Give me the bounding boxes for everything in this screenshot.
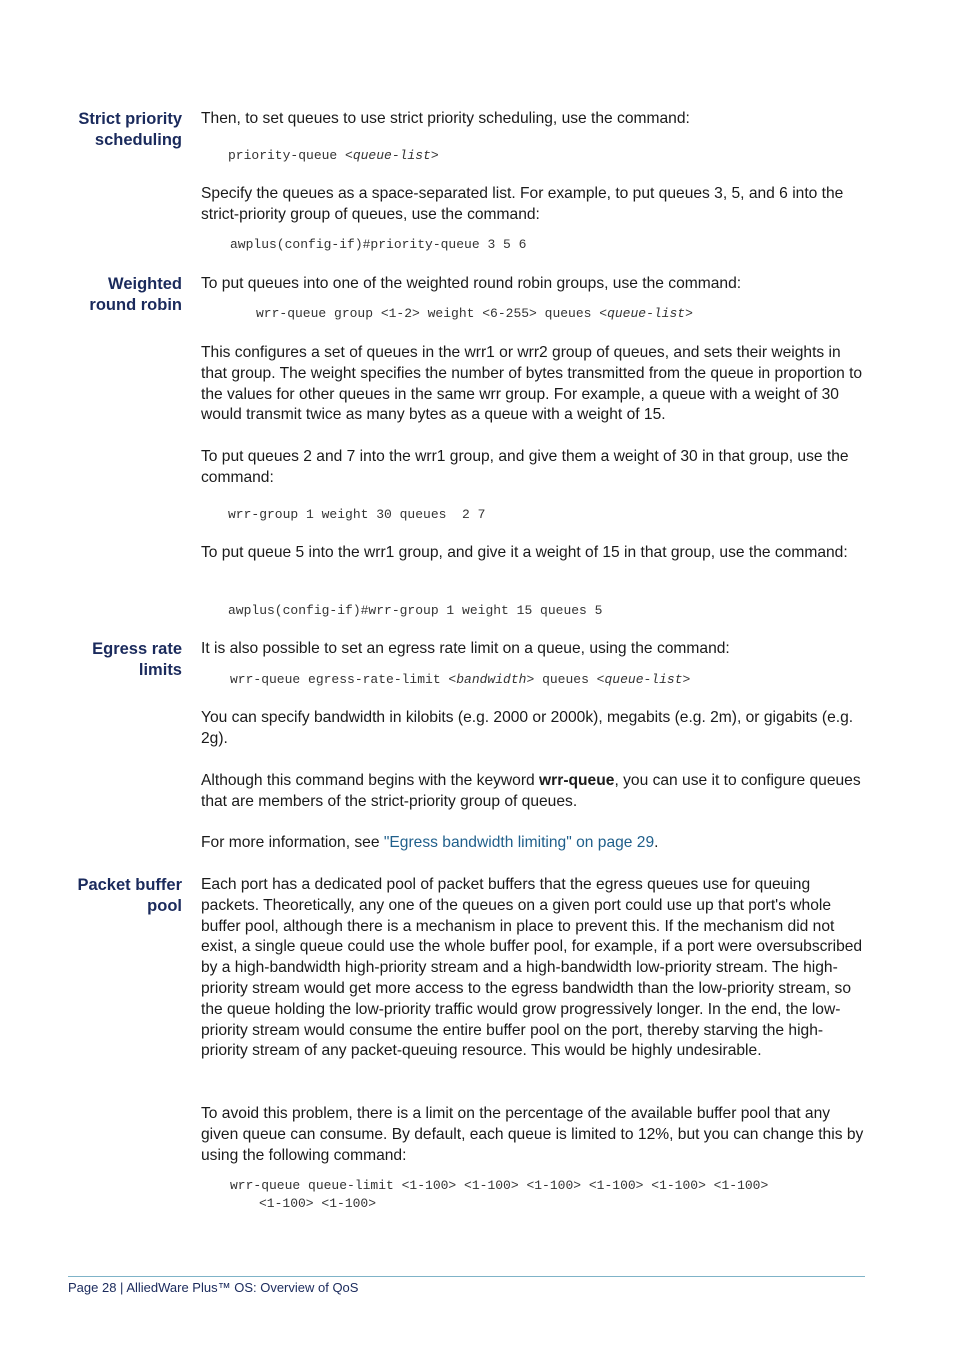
code-text: > <box>682 672 691 687</box>
code-block <box>230 671 690 689</box>
paragraph <box>201 833 866 854</box>
code-param: queue-list <box>604 672 683 687</box>
heading-line: scheduling <box>94 131 182 149</box>
page-footer: Page 28 | AlliedWare Plus™ OS: Overview of QoS <box>68 1280 359 1295</box>
code-param: bandwidth <box>456 672 527 687</box>
paragraph: Each port has a dedicated pool of packet buffers that the egress queues use for queuing packets. Theoretically, any one of the queues on a given port could use up that port's whole buffer pool, although there is a mechanism in place to prevent this. If the mechanism did not exist, a single queue could use the whole buffer pool, for example, if a port were oversubscribed by a high-bandwidth high-priority stream and a high-bandwidth low-priority stream. The high-priority stream would get more access to the egress bandwidth than the low-priority stream, so the queue holding the low-priority traffic would grow progressively longer. In the end, the low-priority stream would consume the entire buffer pool on the port, thereby starving the high-priority stream of any packet-queuing resource. This would be highly undesirable. <box>201 876 863 1060</box>
section-heading-weighted-round-robin <box>40 274 182 316</box>
heading-line: limits <box>138 661 182 679</box>
code-param: queue-list <box>352 148 431 163</box>
code-block <box>256 305 693 323</box>
code-block: <1-100> <1-100> <box>259 1196 377 1211</box>
code-text: > <box>430 148 439 163</box>
paragraph: This configures a set of queues in the wrr1 or wrr2 group of queues, and sets their weights in that group. The weight specifies the number of bytes transmitted from the queue in proportion to the values for other queues in the same wrr group. For example, a queue with a weight of 30 would transmit twice as many bytes as a queue with a weight of 15. <box>201 344 863 424</box>
paragraph: Then, to set queues to use strict priority scheduling, use the command: <box>201 110 690 127</box>
code-block: awplus(config-if)#priority-queue 3 5 6 <box>230 237 527 252</box>
heading-line: Strict priority <box>78 110 182 128</box>
heading-line: Packet buffer <box>77 876 182 894</box>
heading-line: round robin <box>89 296 182 314</box>
code-text: priority-queue < <box>228 148 353 163</box>
paragraph <box>201 771 866 813</box>
paragraph: It is also possible to set an egress rate limit on a queue, using the command: <box>201 640 730 657</box>
keyword-text: wrr-queue <box>539 772 615 789</box>
heading-line: Egress rate <box>92 640 182 658</box>
section-heading-strict-priority <box>40 109 182 151</box>
code-block <box>228 147 439 165</box>
paragraph: To put queues into one of the weighted round robin groups, use the command: <box>201 275 742 292</box>
code-block: awplus(config-if)#wrr-group 1 weight 15 queues 5 <box>228 603 603 618</box>
paragraph: To put queues 2 and 7 into the wrr1 group, and give them a weight of 30 in that group, use the command: <box>201 448 849 486</box>
code-block: wrr-group 1 weight 30 queues 2 7 <box>228 507 486 522</box>
code-block: wrr-queue queue-limit <1-100> <1-100> <1-100> <1-100> <1-100> <1-100> <box>230 1178 769 1193</box>
paragraph-text: For more information, see <box>201 834 384 851</box>
cross-reference-link[interactable]: "Egress bandwidth limiting" on page 29 <box>383 834 655 851</box>
footer-divider <box>68 1276 865 1277</box>
paragraph: Specify the queues as a space-separated list. For example, to put queues 3, 5, and 6 into the strict-priority group of queues, use the command: <box>201 185 844 223</box>
paragraph: You can specify bandwidth in kilobits (e.g. 2000 or 2000k), megabits (e.g. 2m), or gigabits (e.g. 2g). <box>201 709 854 747</box>
section-heading-egress-rate-limits <box>40 639 182 681</box>
code-text: wrr-queue group <1-2> weight <6-255> queues < <box>256 306 608 321</box>
code-text: > queues < <box>526 672 605 687</box>
paragraph-text: , you can use it to configure queues that are members of the strict-priority group of queues. <box>201 772 861 810</box>
code-text: wrr-queue egress-rate-limit < <box>230 672 457 687</box>
heading-line: Weighted <box>108 275 182 293</box>
heading-line: pool <box>147 897 182 915</box>
paragraph: To avoid this problem, there is a limit on the percentage of the available buffer pool that any given queue can consume. By default, each queue is limited to 12%, but you can change this by using the following command: <box>201 1105 864 1164</box>
paragraph-text: . <box>654 834 659 851</box>
paragraph: To put queue 5 into the wrr1 group, and give it a weight of 15 in that group, use the command: <box>201 544 848 561</box>
paragraph-text: Although this command begins with the keyword <box>201 772 540 789</box>
code-text: > <box>685 306 693 321</box>
section-heading-packet-buffer-pool <box>40 875 182 917</box>
code-param: queue-list <box>607 306 686 321</box>
